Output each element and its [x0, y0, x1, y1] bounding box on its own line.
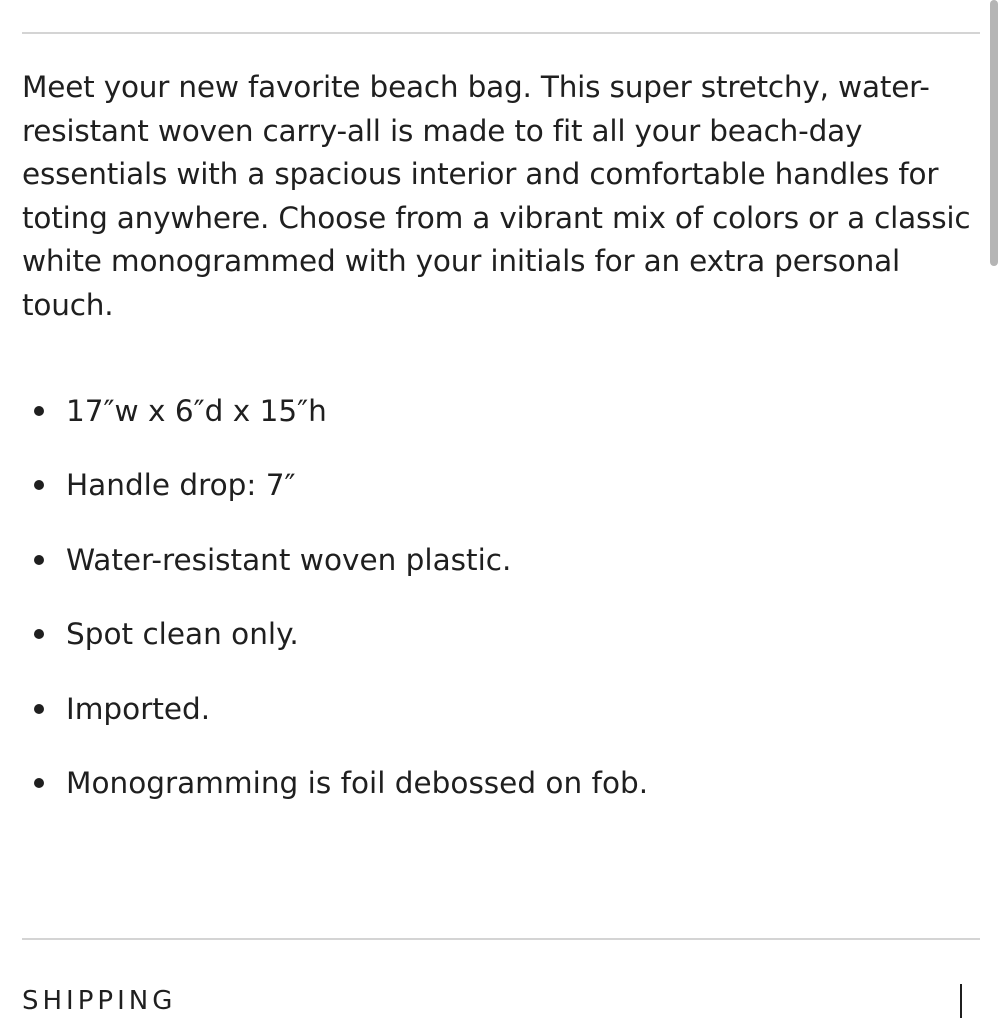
spec-text: Water-resistant woven plastic. — [66, 542, 512, 577]
bullet-icon — [34, 480, 44, 490]
bullet-icon — [34, 555, 44, 565]
bullet-icon — [34, 406, 44, 416]
spec-text: Handle drop: 7″ — [66, 468, 296, 503]
plus-icon[interactable] — [960, 984, 962, 1018]
product-description: Meet your new favorite beach bag. This super stretchy, water- resistant woven carry-all is made to fit all your beach-day essentials with a spacious interior and comfortable handles for toting anywhere. Choose from a vibrant mix of colors or a classic white monogrammed with your initials for an extra personal touch. — [22, 70, 971, 322]
divider-bottom — [22, 938, 980, 940]
spec-item-care — [0, 611, 648, 685]
bullet-icon — [34, 778, 44, 788]
bullet-icon — [34, 704, 44, 714]
product-specs-list — [0, 388, 648, 834]
shipping-label: SHIPPING — [22, 986, 177, 1016]
spec-item-handle-drop — [0, 462, 648, 536]
spec-item-monogram — [0, 760, 648, 834]
spec-text: 17″w x 6″d x 15″h — [66, 394, 327, 428]
scrollbar-track[interactable] — [988, 0, 1000, 1000]
shipping-accordion-header[interactable] — [22, 978, 980, 1018]
spec-text: Imported. — [66, 691, 211, 726]
scrollbar-thumb[interactable] — [990, 0, 998, 266]
spec-item-dimensions — [0, 388, 648, 462]
spec-text: Monogramming is foil debossed on fob. — [66, 765, 649, 800]
bullet-icon — [34, 629, 44, 639]
divider-top — [22, 32, 980, 34]
spec-text: Spot clean only. — [66, 617, 299, 652]
spec-item-material — [0, 537, 648, 611]
spec-item-origin — [0, 686, 648, 760]
